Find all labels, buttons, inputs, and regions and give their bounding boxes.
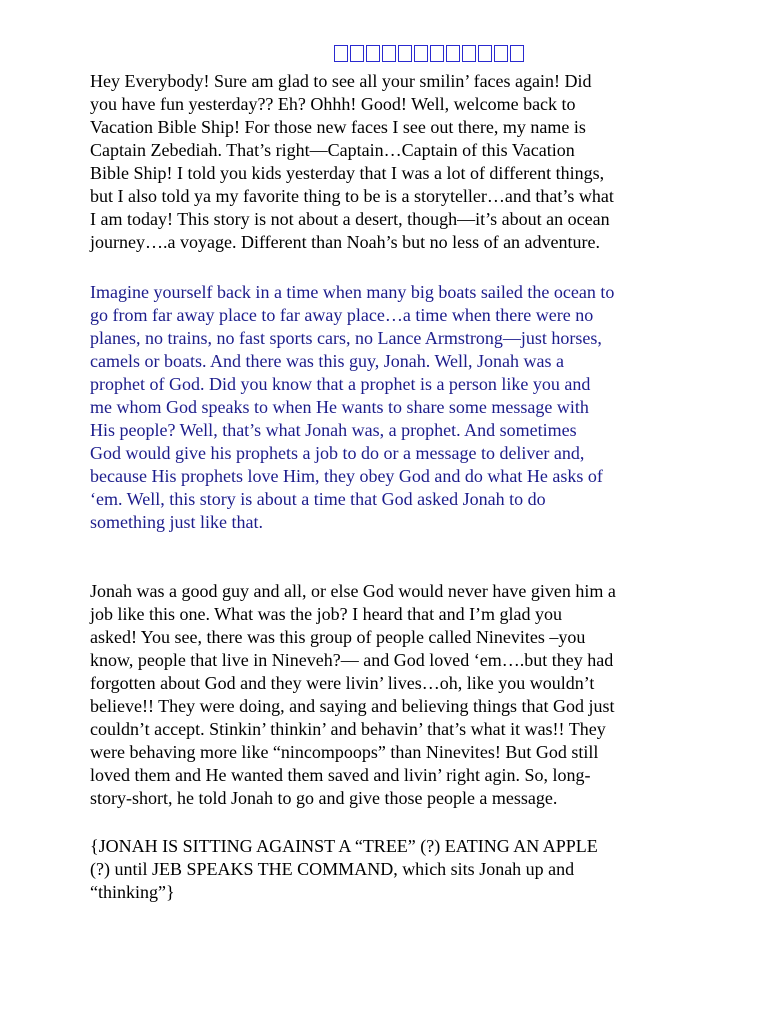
text-line: job like this one. What was the job? I heard that and I’m glad you — [90, 604, 563, 624]
missing-glyph-box — [398, 45, 412, 62]
text-line: ‘em. Well, this story is about a time that God asked Jonah to do — [90, 489, 546, 509]
missing-glyph-box — [366, 45, 380, 62]
text-line: camels or boats. And there was this guy, Jonah. Well, Jonah was a — [90, 351, 564, 371]
missing-glyph-box — [494, 45, 508, 62]
text-line: Bible Ship! I told you kids yesterday that I was a lot of different things, — [90, 163, 605, 183]
text-line: loved them and He wanted them saved and livin’ right agin. So, long- — [90, 765, 591, 785]
missing-glyph-box — [478, 45, 492, 62]
text-line: me whom God speaks to when He wants to share some message with — [90, 397, 589, 417]
missing-glyph-box — [334, 45, 348, 62]
missing-glyph-box — [430, 45, 444, 62]
paragraph-jonah-prophet — [90, 281, 690, 534]
text-line: journey….a voyage. Different than Noah’s but no less of an adventure. — [90, 232, 601, 252]
text-line: go from far away place to far away place…a time when there were no — [90, 305, 594, 325]
text-line: {JONAH IS SITTING AGAINST A “TREE” (?) EATING AN APPLE — [90, 836, 598, 856]
text-line: (?) until JEB SPEAKS THE COMMAND, which sits Jonah up and — [90, 859, 575, 879]
text-line: Imagine yourself back in a time when many big boats sailed the ocean to — [90, 282, 615, 302]
text-line: “thinking”} — [90, 882, 175, 902]
text-line: His people? Well, that’s what Jonah was, a prophet. And sometimes — [90, 420, 577, 440]
text-line: planes, no trains, no fast sports cars, no Lance Armstrong—just horses, — [90, 328, 602, 348]
missing-glyph-box — [414, 45, 428, 62]
text-line: Jonah was a good guy and all, or else God would never have given him a — [90, 581, 616, 601]
paragraph-intro — [90, 70, 690, 254]
text-line: story-short, he told Jonah to go and give those people a message. — [90, 788, 558, 808]
text-line: forgotten about God and they were livin’ lives…oh, like you wouldn’t — [90, 673, 595, 693]
text-line: but I also told ya my favorite thing to be is a storyteller…and that’s what — [90, 186, 614, 206]
text-line: believe!! They were doing, and saying and believing things that God just — [90, 696, 615, 716]
paragraph-ninevites — [90, 580, 690, 810]
text-line: Vacation Bible Ship! For those new faces I see out there, my name is — [90, 117, 586, 137]
text-line: you have fun yesterday?? Eh? Ohhh! Good! Well, welcome back to — [90, 94, 576, 114]
missing-glyph-box — [462, 45, 476, 62]
missing-glyph-box — [510, 45, 524, 62]
text-line: were behaving more like “nincompoops” than Ninevites! But God still — [90, 742, 599, 762]
text-line: because His prophets love Him, they obey God and do what He asks of — [90, 466, 603, 486]
missing-glyph-box — [446, 45, 460, 62]
text-line: asked! You see, there was this group of people called Ninevites –you — [90, 627, 586, 647]
missing-glyph-box — [382, 45, 396, 62]
text-line: something just like that. — [90, 512, 263, 532]
paragraph-stage-direction — [90, 835, 690, 904]
document-title-unrendered-glyphs — [334, 40, 564, 66]
missing-glyph-box — [350, 45, 364, 62]
text-line: couldn’t accept. Stinkin’ thinkin’ and behavin’ that’s what it was!! They — [90, 719, 606, 739]
text-line: I am today! This story is not about a desert, though—it’s about an ocean — [90, 209, 610, 229]
text-line: prophet of God. Did you know that a prophet is a person like you and — [90, 374, 591, 394]
text-line: Hey Everybody! Sure am glad to see all your smilin’ faces again! Did — [90, 71, 592, 91]
text-line: know, people that live in Nineveh?— and God loved ‘em….but they had — [90, 650, 614, 670]
text-line: Captain Zebediah. That’s right—Captain…Captain of this Vacation — [90, 140, 575, 160]
text-line: God would give his prophets a job to do or a message to deliver and, — [90, 443, 585, 463]
